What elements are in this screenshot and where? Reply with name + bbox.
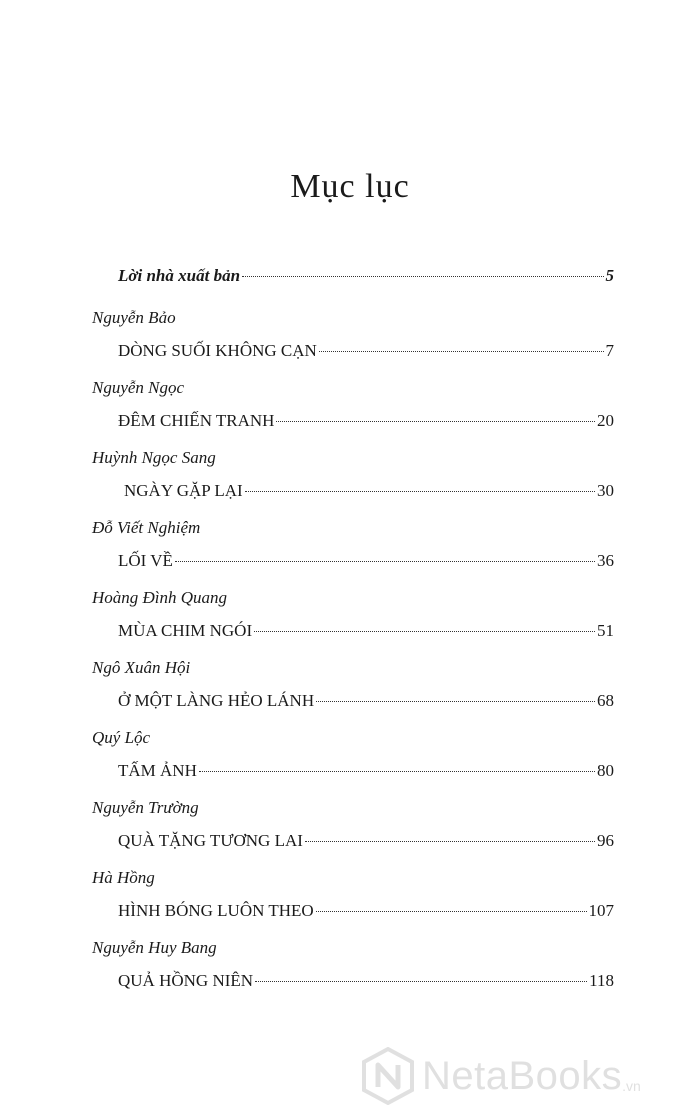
- story-page: 80: [597, 761, 614, 780]
- toc-story[interactable]: [118, 621, 614, 645]
- story-title: QUẢ HỒNG NIÊN: [118, 971, 254, 990]
- toc-author: Huỳnh Ngọc Sang: [92, 448, 216, 467]
- toc-author: Quý Lộc: [92, 728, 151, 747]
- netabooks-logo-icon: [362, 1047, 414, 1105]
- leader-dots: [255, 981, 587, 982]
- story-title: Ở MỘT LÀNG HẺO LÁNH: [118, 691, 315, 710]
- toc-author: Nguyễn Huy Bang: [92, 938, 217, 957]
- story-page: 36: [597, 551, 614, 570]
- story-title: QUÀ TẶNG TƯƠNG LAI: [118, 831, 303, 850]
- leader-dots: [305, 841, 595, 842]
- netabooks-watermark: [362, 1040, 700, 1112]
- story-page: 20: [597, 411, 614, 430]
- watermark-brand: NetaBooks: [422, 1053, 623, 1098]
- toc-story[interactable]: [118, 481, 614, 505]
- toc-author: Nguyễn Bảo: [92, 308, 176, 327]
- story-page: 96: [597, 831, 614, 850]
- toc-story[interactable]: [118, 761, 614, 785]
- leader-dots: [276, 421, 595, 422]
- leader-dots: [319, 351, 604, 352]
- story-title: LỐI VỀ: [118, 551, 173, 570]
- toc-story[interactable]: [118, 971, 614, 995]
- toc-story[interactable]: [118, 691, 614, 715]
- leader-dots: [316, 701, 595, 702]
- story-title: TẤM ẢNH: [118, 761, 197, 780]
- toc-story[interactable]: [118, 341, 614, 365]
- story-page: 118: [589, 971, 614, 990]
- toc-story[interactable]: [118, 901, 614, 925]
- preface-label: Lời nhà xuất bản: [118, 266, 241, 285]
- page-title: Mục lục: [290, 168, 410, 205]
- toc-author: Ngô Xuân Hội: [92, 658, 191, 677]
- toc-story[interactable]: [118, 411, 614, 435]
- toc-author: Hoàng Đình Quang: [92, 588, 228, 607]
- leader-dots: [242, 276, 603, 277]
- toc-author: Nguyễn Trường: [92, 798, 199, 817]
- leader-dots: [316, 911, 587, 912]
- story-title: ĐÊM CHIẾN TRANH: [118, 411, 275, 430]
- leader-dots: [199, 771, 595, 772]
- toc-story[interactable]: [118, 551, 614, 575]
- preface-page: 5: [605, 266, 614, 285]
- story-page: 107: [588, 901, 614, 920]
- leader-dots: [175, 561, 595, 562]
- story-title: MÙA CHIM NGÓI: [118, 621, 253, 640]
- toc-story[interactable]: [118, 831, 614, 855]
- watermark-suffix: .vn: [622, 1078, 641, 1094]
- story-title: DÒNG SUỐI KHÔNG CẠN: [118, 341, 317, 360]
- toc-author: Nguyễn Ngọc: [92, 378, 185, 397]
- toc-preface[interactable]: [118, 266, 614, 290]
- story-title: HÌNH BÓNG LUÔN THEO: [118, 901, 314, 920]
- story-page: 68: [597, 691, 614, 710]
- leader-dots: [245, 491, 595, 492]
- toc-author: Hà Hồng: [92, 868, 155, 887]
- story-page: 7: [605, 341, 614, 360]
- toc-author: Đỗ Viết Nghiệm: [92, 518, 201, 537]
- story-page: 30: [597, 481, 614, 500]
- story-title: NGÀY GẶP LẠI: [124, 481, 243, 500]
- leader-dots: [254, 631, 595, 632]
- story-page: 51: [597, 621, 614, 640]
